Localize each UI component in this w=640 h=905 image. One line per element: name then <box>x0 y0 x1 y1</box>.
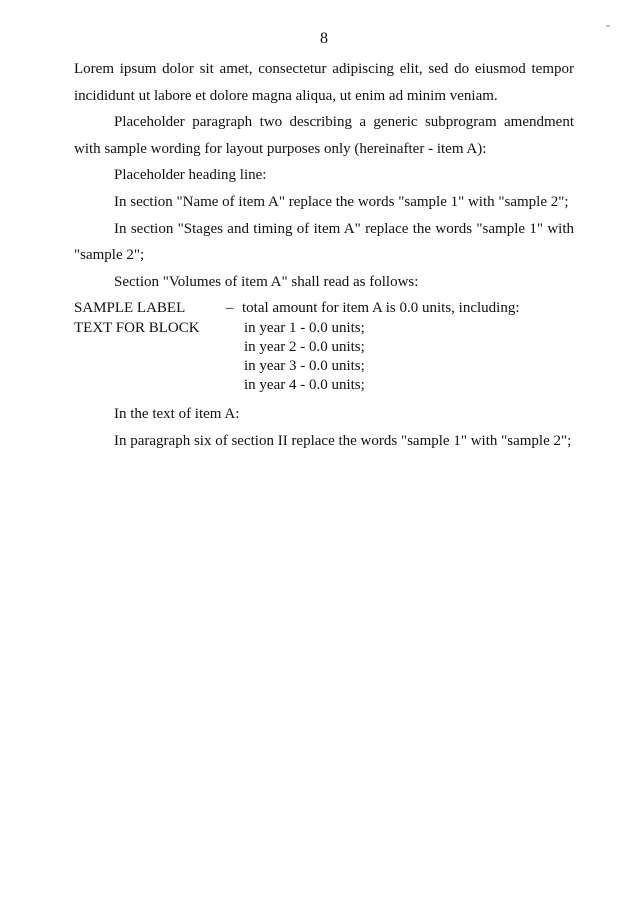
label-value-block <box>74 299 574 395</box>
block-line: in year 2 - 0.0 units; <box>244 338 365 355</box>
closing-paragraphs <box>74 401 574 454</box>
block-summary: total amount for item A is 0.0 units, including: <box>242 300 520 317</box>
block-label: SAMPLE LABEL TEXT FOR BLOCK <box>74 300 200 336</box>
paragraph: Lorem ipsum dolor sit amet, consectetur adipiscing elit, sed do eiusmod tempor incididunt ut labore et dolore magna aliqua, ut enim ad minim veniam. <box>74 61 574 104</box>
corner-mark: - <box>606 18 610 32</box>
block-body <box>242 299 574 395</box>
paragraph: Section "Volumes of item A" shall read as follows: <box>114 273 419 290</box>
page-number: 8 <box>320 30 328 47</box>
paragraph: In the text of item A: <box>114 406 240 423</box>
block-line: in year 1 - 0.0 units; <box>244 319 365 336</box>
paragraph: In section "Stages and timing of item A" replace the words "sample 1" with "sample 2"; <box>74 220 574 264</box>
paragraph: In section "Name of item A" replace the words "sample 1" with "sample 2"; <box>114 193 569 210</box>
block-dash: – <box>226 300 234 317</box>
body-paragraphs <box>74 56 574 295</box>
block-lines <box>242 319 574 396</box>
paragraph: Placeholder paragraph two describing a generic subprogram amendment with sample wording for layout purposes only (hereinafter - item A): <box>74 114 574 157</box>
paragraph: Placeholder heading line: <box>114 167 267 184</box>
paragraph: In paragraph six of section II replace the words "sample 1" with "sample 2"; <box>114 432 572 449</box>
block-line: in year 3 - 0.0 units; <box>244 357 365 374</box>
block-line: in year 4 - 0.0 units; <box>244 377 365 394</box>
